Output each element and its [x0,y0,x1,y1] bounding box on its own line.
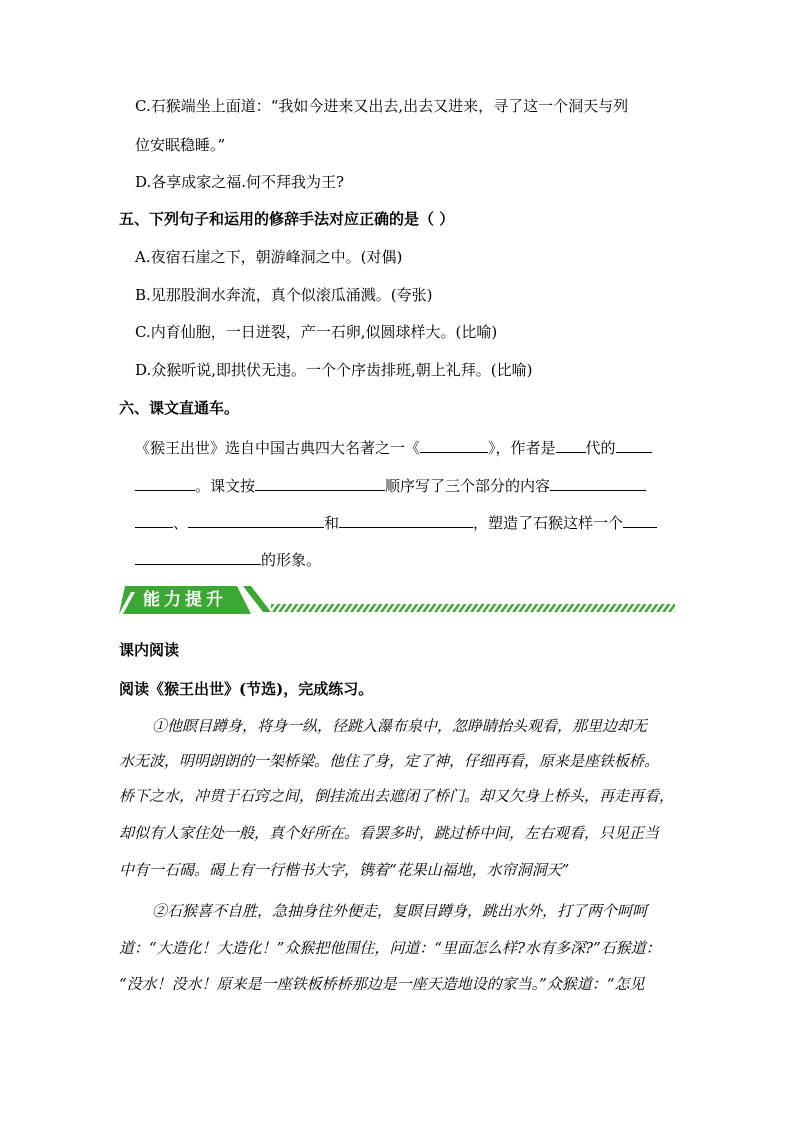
fill-blank-part1-b[interactable] [135,511,173,528]
fill-blank-image-b[interactable] [135,548,261,565]
q6-text: 《猴王出世》选自中国古典四大名著之一《 [135,439,421,457]
q5-option-b: B.见那股涧水奔流，真个似滚瓜涌溅。(夸张) [135,286,433,304]
passage-line: 中有一石碣。碣上有一行楷书大字，镌着“花果山福地，水帘洞洞天” [119,861,570,879]
reading-heading: 课内阅读 [119,641,180,659]
q5-option-d: D.众猴听说,即拱伏无违。一个个序齿排班,朝上礼拜。(比喻) [135,361,533,379]
question-6-title: 六、课文直通车。 [119,399,240,417]
passage-line: “没水！没水！原来是一座铁板桥桥那边是一座天造地设的家当。”众猴道：“怎见 [119,975,645,993]
q6-text: 顺序写了三个部分的内容 [385,477,551,495]
passage-line: 却似有人家住处一般，真个好所在。看罢多时，跳过桥中间，左右观看，只见正当 [119,824,660,842]
question-5-title: 五、下列句子和运用的修辞手法对应正确的是（ ） [119,210,455,228]
passage-line: 水无波，明明朗朗的一架桥梁。他住了身，定了神，仔细再看，原来是座铁板桥。 [119,752,660,770]
q5-option-a: A.夜宿石崖之下，朝游峰洞之中。(对偶) [135,248,403,266]
q6-line-1 [135,436,652,458]
option-c-line1: C.石猴端坐上面道：“我如今进来又出去,出去又进来，寻了这一个洞天与列 [135,97,629,115]
q6-line-4 [135,548,321,570]
fill-blank-author-b[interactable] [135,474,195,491]
q5-option-c: C.内育仙胞，一日迸裂，产一石卵,似圆球样大。(比喻) [135,323,498,341]
fill-blank-book[interactable] [420,436,488,453]
section-banner [119,582,675,618]
option-d-line: D.各享成家之福.何不拜我为王? [135,173,345,191]
option-c-line2: 位安眠稳睡。” [135,136,226,154]
banner-label: 能力提升 [143,590,227,610]
q6-line-3 [135,511,657,533]
fill-blank-order[interactable] [255,474,385,491]
fill-blank-author-a[interactable] [616,436,652,453]
q6-text: 。课文按 [195,477,256,495]
fill-blank-image-a[interactable] [623,511,657,528]
q6-text: 的形象。 [261,551,322,569]
q6-text: 、 [173,514,189,532]
fill-blank-part2[interactable] [188,511,324,528]
q6-text: 和 [324,514,340,532]
q6-line-2 [135,474,646,496]
passage-line: 道：“大造化！大造化！”众猴把他围住，问道：“里面怎么样?水有多深?”石猴道： [119,939,661,957]
q6-text: 》，作者是 [488,439,556,457]
fill-blank-part1-a[interactable] [550,474,646,491]
fill-blank-part3[interactable] [339,511,473,528]
fill-blank-dynasty[interactable] [556,436,586,453]
q6-text: 代的 [585,439,616,457]
passage-line: ②石猴喜不自胜，急抽身往外便走，复瞑目蹲身，跳出水外，打了两个呵呵 [152,902,648,920]
passage-line: ①他瞑目蹲身，将身一纵，径跳入瀑布泉中，忽睁睛抬头观看，那里边却无 [152,717,648,735]
q6-text: ，塑造了石猴这样一个 [473,514,624,532]
passage-line: 桥下之水，冲贯于石窍之间，倒挂流出去遮闭了桥门。却又欠身上桥头，再走再看， [119,787,675,805]
reading-instruction: 阅读《猴王出世》(节选)，完成练习。 [119,680,374,698]
